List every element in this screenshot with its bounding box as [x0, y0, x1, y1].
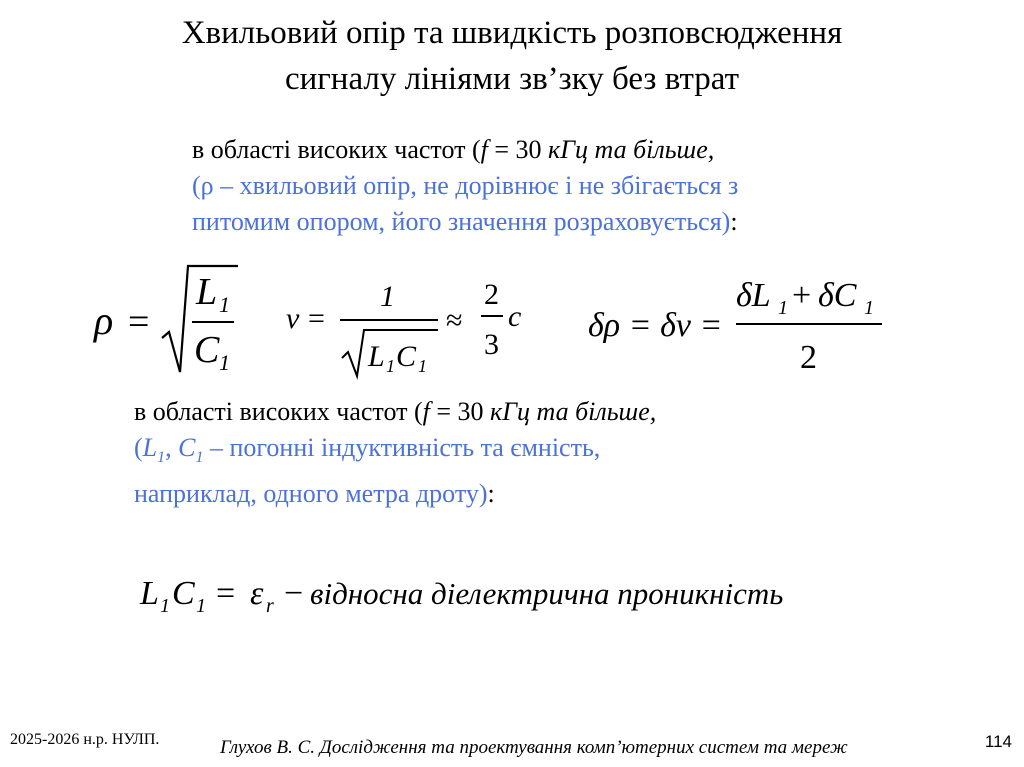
delta-num-L: δL — [736, 277, 771, 314]
delta-den: 2 — [800, 339, 817, 376]
high-frequency-note-2 — [134, 394, 656, 512]
delta-num-C: δC — [818, 277, 857, 314]
v-three: 3 — [484, 328, 499, 361]
slide-title-line-2: сигналу лініями зв’зку без втрат — [284, 61, 740, 97]
footer-page-number: 114 — [984, 732, 1012, 751]
v-den-C: C — [396, 340, 417, 373]
note-2-line-3: наприклад, одного метра дроту): — [134, 479, 495, 509]
v-den-L: L — [368, 340, 385, 373]
eps-L: L — [140, 575, 159, 612]
note-1-line-1: в області високих частот (f = 30 кГц та більше, — [192, 135, 715, 164]
eps-C-sub: 1 — [196, 595, 206, 617]
rho-denominator-C: C — [194, 329, 220, 371]
note-2-line-1: в області високих частот (f = 30 кГц та більше, — [134, 397, 657, 426]
formula-permittivity — [140, 560, 920, 630]
note-1-line-2: (ρ – хвильовий опір, не дорівнює і не збігається з — [192, 171, 739, 200]
rho-denominator-sub: 1 — [219, 350, 230, 375]
rho-symbol: ρ — [94, 298, 114, 343]
formula-wave-impedance — [92, 262, 252, 382]
delta-plus: + — [792, 277, 812, 314]
eps-C: C — [172, 575, 195, 612]
delta-num-C-sub: 1 — [864, 297, 874, 319]
v-c: c — [508, 300, 522, 333]
v-approx: ≈ — [446, 304, 463, 337]
formula-relative-error — [586, 272, 896, 382]
formula-propagation-speed — [284, 270, 534, 390]
v-equals: = — [308, 302, 325, 335]
rho-numerator-L: L — [196, 271, 218, 313]
v-symbol: v — [286, 302, 300, 335]
v-two: 2 — [484, 278, 499, 311]
eps-dash: − — [284, 575, 304, 612]
delta-num-L-sub: 1 — [778, 297, 788, 319]
eps-equals: = — [216, 575, 236, 612]
delta-lhs: δρ = δv = — [588, 307, 723, 344]
v-den-C-sub: 1 — [418, 356, 427, 376]
eps-L-sub: 1 — [160, 595, 170, 617]
v-den-L-sub: 1 — [386, 356, 395, 376]
eps-symbol: ε — [250, 575, 264, 612]
footer-course-title: Глухов В. С. Дослідження та проектування комп’ютерних систем та мереж — [220, 737, 848, 758]
v-numerator: 1 — [380, 280, 395, 313]
note-1-line-3: питомим опором, його значення розраховується): — [192, 207, 738, 236]
eps-text: відносна діелектрична проникність — [310, 576, 784, 611]
note-2-line-2: ($L_1$, $C_1$ – погонні індуктивність та ємність, — [134, 433, 601, 467]
footer-academic-year: 2025-2026 н.р. НУЛП. — [10, 731, 160, 748]
eps-sub: r — [266, 595, 274, 617]
high-frequency-note-1 — [192, 132, 738, 240]
rho-numerator-sub: 1 — [219, 292, 230, 317]
slide-title-line-1: Хвильовий опір та швидкість розповсюдження — [181, 15, 843, 51]
slide-title — [0, 10, 1024, 102]
rho-equals: = — [128, 301, 150, 343]
